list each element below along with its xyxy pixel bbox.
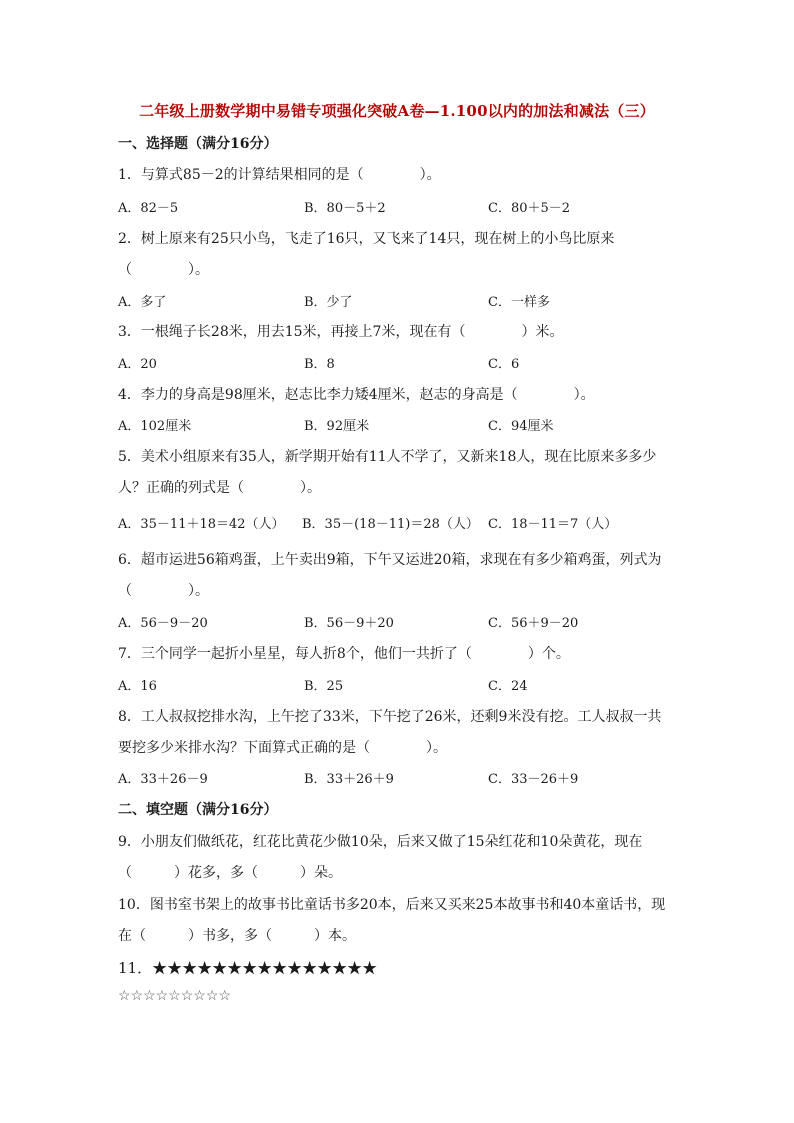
option-a[interactable]: A．56－9－20 [118, 616, 208, 631]
question-4-options [118, 415, 678, 435]
question-2-stem-line2: （ ）。 [118, 262, 209, 278]
option-a[interactable]: A．35－11＋18＝42（人） [118, 517, 285, 532]
question-9-stem-line1: 9．小朋友们做纸花，红花比黄花少做10朵，后来又做了15朵红花和10朵黄花，现在 [118, 834, 643, 850]
question-1-stem: 1．与算式85－2的计算结果相同的是（ ）。 [118, 167, 441, 183]
option-b[interactable]: B．56－9＋20 [304, 616, 394, 631]
option-b[interactable]: B．8 [304, 357, 335, 372]
question-1-options [118, 197, 678, 217]
option-a[interactable]: A．33＋26－9 [118, 772, 208, 787]
option-a[interactable]: A．82－5 [118, 201, 179, 216]
question-5-stem-line2: 人？正确的列式是（ ）。 [118, 480, 321, 496]
option-c[interactable]: C．56＋9－20 [488, 616, 579, 631]
option-b[interactable]: B．80－5＋2 [304, 201, 386, 216]
question-8-options [118, 768, 678, 788]
question-7-stem: 7．三个同学一起折小星星，每人折8个，他们一共折了（ ）个。 [118, 646, 570, 662]
question-11-black-stars: 11．★★★★★★★★★★★★★★★ [118, 959, 378, 977]
question-8-stem-line2: 要挖多少米排水沟？下面算式正确的是（ ）。 [118, 740, 447, 756]
section-fill-heading: 二、填空题（满分16分） [118, 802, 278, 818]
option-a[interactable]: A．102厘米 [118, 419, 192, 434]
option-c[interactable]: C．33－26＋9 [488, 772, 579, 787]
question-11-white-stars: ☆☆☆☆☆☆☆☆☆ [118, 988, 231, 1004]
option-b[interactable]: B．92厘米 [304, 419, 370, 434]
option-a[interactable]: A．16 [118, 679, 157, 694]
option-c[interactable]: C．24 [488, 679, 528, 694]
option-b[interactable]: B．25 [304, 679, 344, 694]
question-3-stem: 3．一根绳子长28米，用去15米，再接上7米，现在有（ ）米。 [118, 324, 564, 340]
option-b[interactable]: B．35－(18－11)＝28（人） [302, 517, 479, 532]
question-8-stem-line1: 8．工人叔叔挖排水沟，上午挖了33米，下午挖了26米，还剩9米没有挖。工人叔叔一共 [118, 709, 662, 725]
option-c[interactable]: C．6 [488, 357, 520, 372]
question-6-options [118, 612, 678, 632]
question-4-stem: 4．李力的身高是98厘米，赵志比李力矮4厘米，赵志的身高是（ ）。 [118, 387, 595, 403]
option-b[interactable]: B．33＋26＋9 [304, 772, 394, 787]
question-10-stem-line1: 10．图书室书架上的故事书比童话书多20本，后来又买来25本故事书和40本童话书，现 [118, 897, 666, 913]
option-c[interactable]: C．94厘米 [488, 419, 554, 434]
question-6-stem-line1: 6．超市运进56箱鸡蛋，上午卖出9箱，下午又运进20箱，求现在有多少箱鸡蛋，列式为 [118, 552, 662, 568]
worksheet-title: 二年级上册数学期中易错专项强化突破A卷—1.100以内的加法和减法（三） [139, 102, 655, 120]
question-2-options [118, 291, 678, 311]
question-9-stem-line2: （ ）花多，多（ ）朵。 [118, 865, 342, 881]
question-5-options [118, 513, 678, 533]
section-choice-heading: 一、选择题（满分16分） [118, 136, 278, 152]
option-a[interactable]: A．多了 [118, 295, 167, 310]
question-10-stem-line2: 在（ ）书多，多（ ）本。 [118, 928, 356, 944]
option-c[interactable]: C．18－11＝7（人） [488, 517, 618, 532]
question-7-options [118, 675, 678, 695]
question-2-stem-line1: 2．树上原来有25只小鸟，飞走了16只，又飞来了14只，现在树上的小鸟比原来 [118, 231, 615, 247]
question-5-stem-line1: 5．美术小组原来有35人，新学期开始有11人不学了，又新来18人，现在比原来多多少 [118, 449, 657, 465]
question-3-options [118, 353, 678, 373]
option-a[interactable]: A．20 [118, 357, 157, 372]
question-6-stem-line2: （ ）。 [118, 583, 209, 599]
option-b[interactable]: B．少了 [304, 295, 353, 310]
option-c[interactable]: C．80＋5－2 [488, 201, 571, 216]
option-c[interactable]: C．一样多 [488, 295, 550, 310]
